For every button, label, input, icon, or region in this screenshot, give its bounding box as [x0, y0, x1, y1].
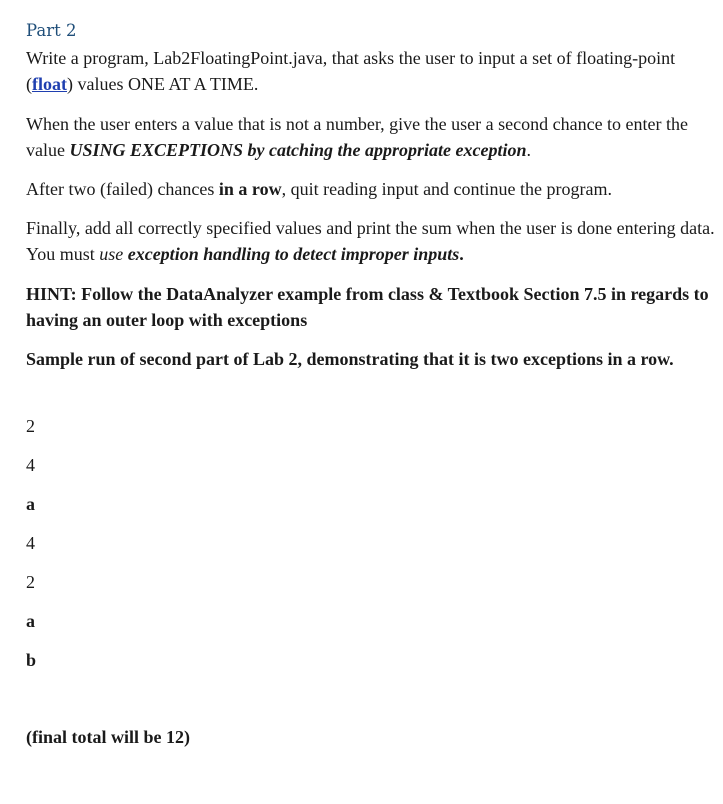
- sum-emphasis: exception handling to detect improper inputs: [127, 244, 460, 264]
- hint-paragraph: HINT: Follow the DataAnalyzer example from class & Textbook Section 7.5 in regards to having an outer loop with exceptions: [26, 284, 709, 330]
- float-link[interactable]: float: [32, 74, 67, 94]
- exception-paragraph: [26, 111, 716, 163]
- chances-text-1: After two (failed) chances: [26, 179, 219, 199]
- intro-text-before-link: Write a program, Lab2FloatingPoint.java, that asks the user to input a set of floating-point (: [26, 48, 676, 94]
- sample-input-line: 2: [26, 572, 35, 592]
- sum-text-1: Finally, add all correctly specified values and print the sum when the user is done entering data. You must: [26, 218, 715, 264]
- sample-input-line: a: [26, 494, 35, 514]
- sample-intro-paragraph: Sample run of second part of Lab 2, demonstrating that it is two exceptions in a row.: [26, 349, 674, 369]
- sum-paragraph: [26, 215, 716, 267]
- final-total-note: (final total will be 12): [26, 727, 190, 747]
- exception-text-1: When the user enters a value that is not a number, give the user a second chance to enter the value: [26, 114, 689, 160]
- sample-input-line: 4: [26, 533, 35, 553]
- exception-text-2: .: [526, 140, 531, 160]
- sample-input-line: b: [26, 650, 37, 670]
- sum-emphasis-plain: use: [99, 244, 128, 264]
- chances-bold: in a row: [218, 179, 282, 199]
- intro-text-after-link: ) values ONE AT A TIME.: [67, 74, 259, 94]
- sample-input-line: a: [26, 611, 35, 631]
- chances-text-2: , quit reading input and continue the program.: [281, 179, 613, 199]
- sum-text-2: .: [459, 244, 464, 264]
- intro-paragraph: [26, 45, 716, 97]
- chances-paragraph: [26, 176, 716, 202]
- sample-input-line: 4: [26, 455, 35, 475]
- part-heading: Part 2: [26, 21, 77, 40]
- exception-emphasis: USING EXCEPTIONS by catching the appropriate exception: [69, 140, 527, 160]
- sample-input-line: 2: [26, 416, 35, 436]
